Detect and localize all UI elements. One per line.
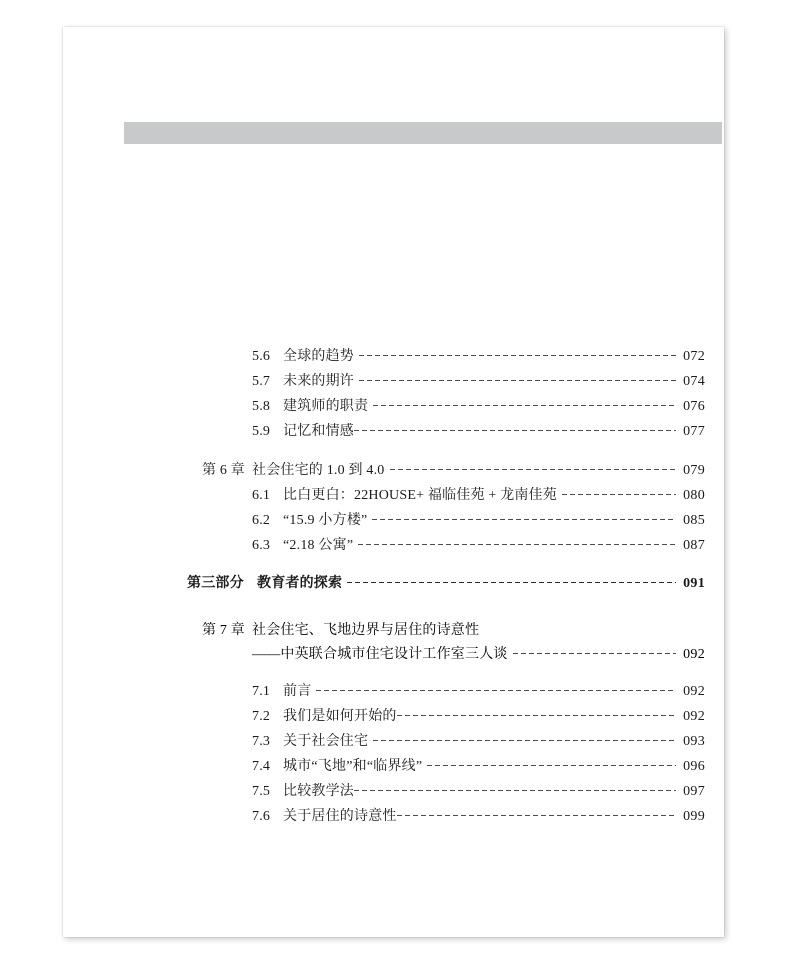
- toc-entry-number: 6.2: [252, 513, 271, 528]
- toc-entry-title: 关于居住的诗意性: [283, 809, 397, 824]
- toc-entry-title: 比较教学法: [283, 784, 354, 799]
- toc-entry-number: 7.4: [252, 759, 271, 774]
- toc-leader-dots: [397, 715, 676, 716]
- toc-entry-subtitle: ——中英联合城市住宅设计工作室三人谈: [252, 647, 508, 662]
- toc-entry-title-wrap: [283, 805, 705, 825]
- header-decorative-band: [124, 122, 722, 144]
- toc-entry-page-number: 080: [683, 488, 705, 503]
- toc-entry[interactable]: [252, 755, 705, 775]
- toc-entry-page-number: 092: [683, 647, 705, 662]
- toc-entry[interactable]: [252, 509, 705, 529]
- toc-entry[interactable]: [252, 484, 705, 504]
- toc-entry[interactable]: [252, 680, 705, 700]
- toc-entry[interactable]: [252, 345, 705, 365]
- toc-entry-title-wrap: [257, 572, 705, 592]
- toc-entry-page-number: 099: [683, 809, 705, 824]
- toc-entry[interactable]: [252, 730, 705, 750]
- toc-entry-number: 7.5: [252, 784, 271, 799]
- toc-entry-page-number: 092: [683, 684, 705, 699]
- toc-entry[interactable]: [252, 705, 705, 725]
- toc-leader-dots: [390, 469, 677, 470]
- toc-leader-dots: [427, 765, 676, 766]
- toc-entry-title: 城市“飞地”和“临界线”: [283, 759, 423, 774]
- toc-entry[interactable]: [252, 370, 705, 390]
- toc-entry-page-number: 074: [683, 374, 705, 389]
- toc-entry-part[interactable]: [187, 572, 705, 592]
- toc-entry-title-wrap: [283, 755, 705, 775]
- toc-leader-dots: [359, 380, 676, 381]
- toc-leader-dots: [513, 653, 676, 654]
- toc-entry-page-number: 096: [683, 759, 705, 774]
- toc-entry[interactable]: [252, 780, 705, 800]
- toc-leader-dots: [354, 430, 676, 431]
- toc-entry-title-wrap: [283, 484, 705, 504]
- toc-entry-page-number: 087: [683, 538, 705, 553]
- toc-entry-chapter[interactable]: [202, 459, 705, 479]
- toc-entry-number: 7.1: [252, 684, 271, 699]
- toc-entry[interactable]: [252, 805, 705, 825]
- toc-entry-number: 7.3: [252, 734, 271, 749]
- toc-entry-title: 建筑师的职责: [283, 399, 369, 414]
- toc-entry-page-number: 077: [683, 424, 705, 439]
- toc-entry-page-number: 076: [683, 399, 705, 414]
- toc-entry-title: 社会住宅的 1.0 到 4.0: [252, 463, 385, 478]
- toc-leader-dots: [372, 519, 676, 520]
- toc-entry[interactable]: [252, 420, 705, 440]
- toc-leader-dots: [358, 544, 676, 545]
- toc-leader-dots: [373, 405, 676, 406]
- toc-leader-dots: [562, 494, 676, 495]
- toc-entry-title-wrap: [283, 509, 705, 529]
- toc-entry-number: 5.8: [252, 399, 271, 414]
- toc-leader-dots: [316, 690, 676, 691]
- toc-leader-dots: [359, 355, 676, 356]
- toc-entry-title-wrap: [283, 420, 705, 440]
- toc-entry-page-number: 079: [683, 463, 705, 478]
- toc-entry-number: 7.6: [252, 809, 271, 824]
- toc-entry-title: 比白更白：22HOUSE+ 福临佳苑 + 龙南佳苑: [283, 488, 557, 503]
- toc-part-label: 第三部分: [187, 576, 244, 591]
- toc-entry-title-wrap: [283, 370, 705, 390]
- toc-entry-title-wrap: [283, 705, 705, 725]
- toc-entry-title-wrap: [283, 395, 705, 415]
- toc-entry-page-number: 097: [683, 784, 705, 799]
- toc-entry-page-number: 091: [683, 576, 705, 591]
- toc-chapter-line-one: [202, 619, 705, 639]
- toc-leader-dots: [347, 582, 676, 583]
- toc-entry-title-wrap: [283, 730, 705, 750]
- toc-entry-title-wrap: [252, 459, 705, 479]
- toc-entry-number: 7.2: [252, 709, 271, 724]
- toc-entry-title: “2.18 公寓”: [283, 538, 354, 553]
- toc-entry-title: 未来的期许: [283, 374, 354, 389]
- toc-entry-title: “15.9 小方楼”: [283, 513, 368, 528]
- toc-entry-number: 5.7: [252, 374, 271, 389]
- toc-entry-title-wrap: [283, 680, 705, 700]
- toc-entry-number: 6.1: [252, 488, 271, 503]
- toc-entry-page-number: 085: [683, 513, 705, 528]
- toc-entry-number: 6.3: [252, 538, 271, 553]
- toc-entry-number: 5.6: [252, 349, 271, 364]
- toc-leader-dots: [373, 740, 676, 741]
- toc-entry-title-wrap: [283, 534, 705, 554]
- toc-entry-page-number: 072: [683, 349, 705, 364]
- toc-chapter-line-two: [202, 643, 705, 663]
- toc-leader-dots: [397, 815, 676, 816]
- toc-entry-chapter[interactable]: [202, 619, 705, 663]
- toc-entry-number: 第 6 章: [202, 463, 245, 478]
- toc-entry-title: 记忆和情感: [283, 424, 354, 439]
- toc-entry-title: 社会住宅、飞地边界与居住的诗意性: [252, 623, 480, 638]
- toc-entry-title-wrap: [283, 780, 705, 800]
- toc-entry-title-wrap: [283, 345, 705, 365]
- toc-entry-title: 前言: [283, 684, 312, 699]
- toc-entry[interactable]: [252, 534, 705, 554]
- toc-entry-title: 教育者的探索: [257, 576, 343, 591]
- toc-entry-title: 关于社会住宅: [283, 734, 369, 749]
- toc-entry-title: 我们是如何开始的: [283, 709, 397, 724]
- toc-entry-page-number: 093: [683, 734, 705, 749]
- toc-entry-title: 全球的趋势: [283, 349, 354, 364]
- toc-entry-number: 5.9: [252, 424, 271, 439]
- toc-leader-dots: [354, 790, 676, 791]
- toc-entry[interactable]: [252, 395, 705, 415]
- toc-entry-number: 第 7 章: [202, 623, 245, 638]
- toc-entry-page-number: 092: [683, 709, 705, 724]
- book-page-sheet: [63, 27, 724, 937]
